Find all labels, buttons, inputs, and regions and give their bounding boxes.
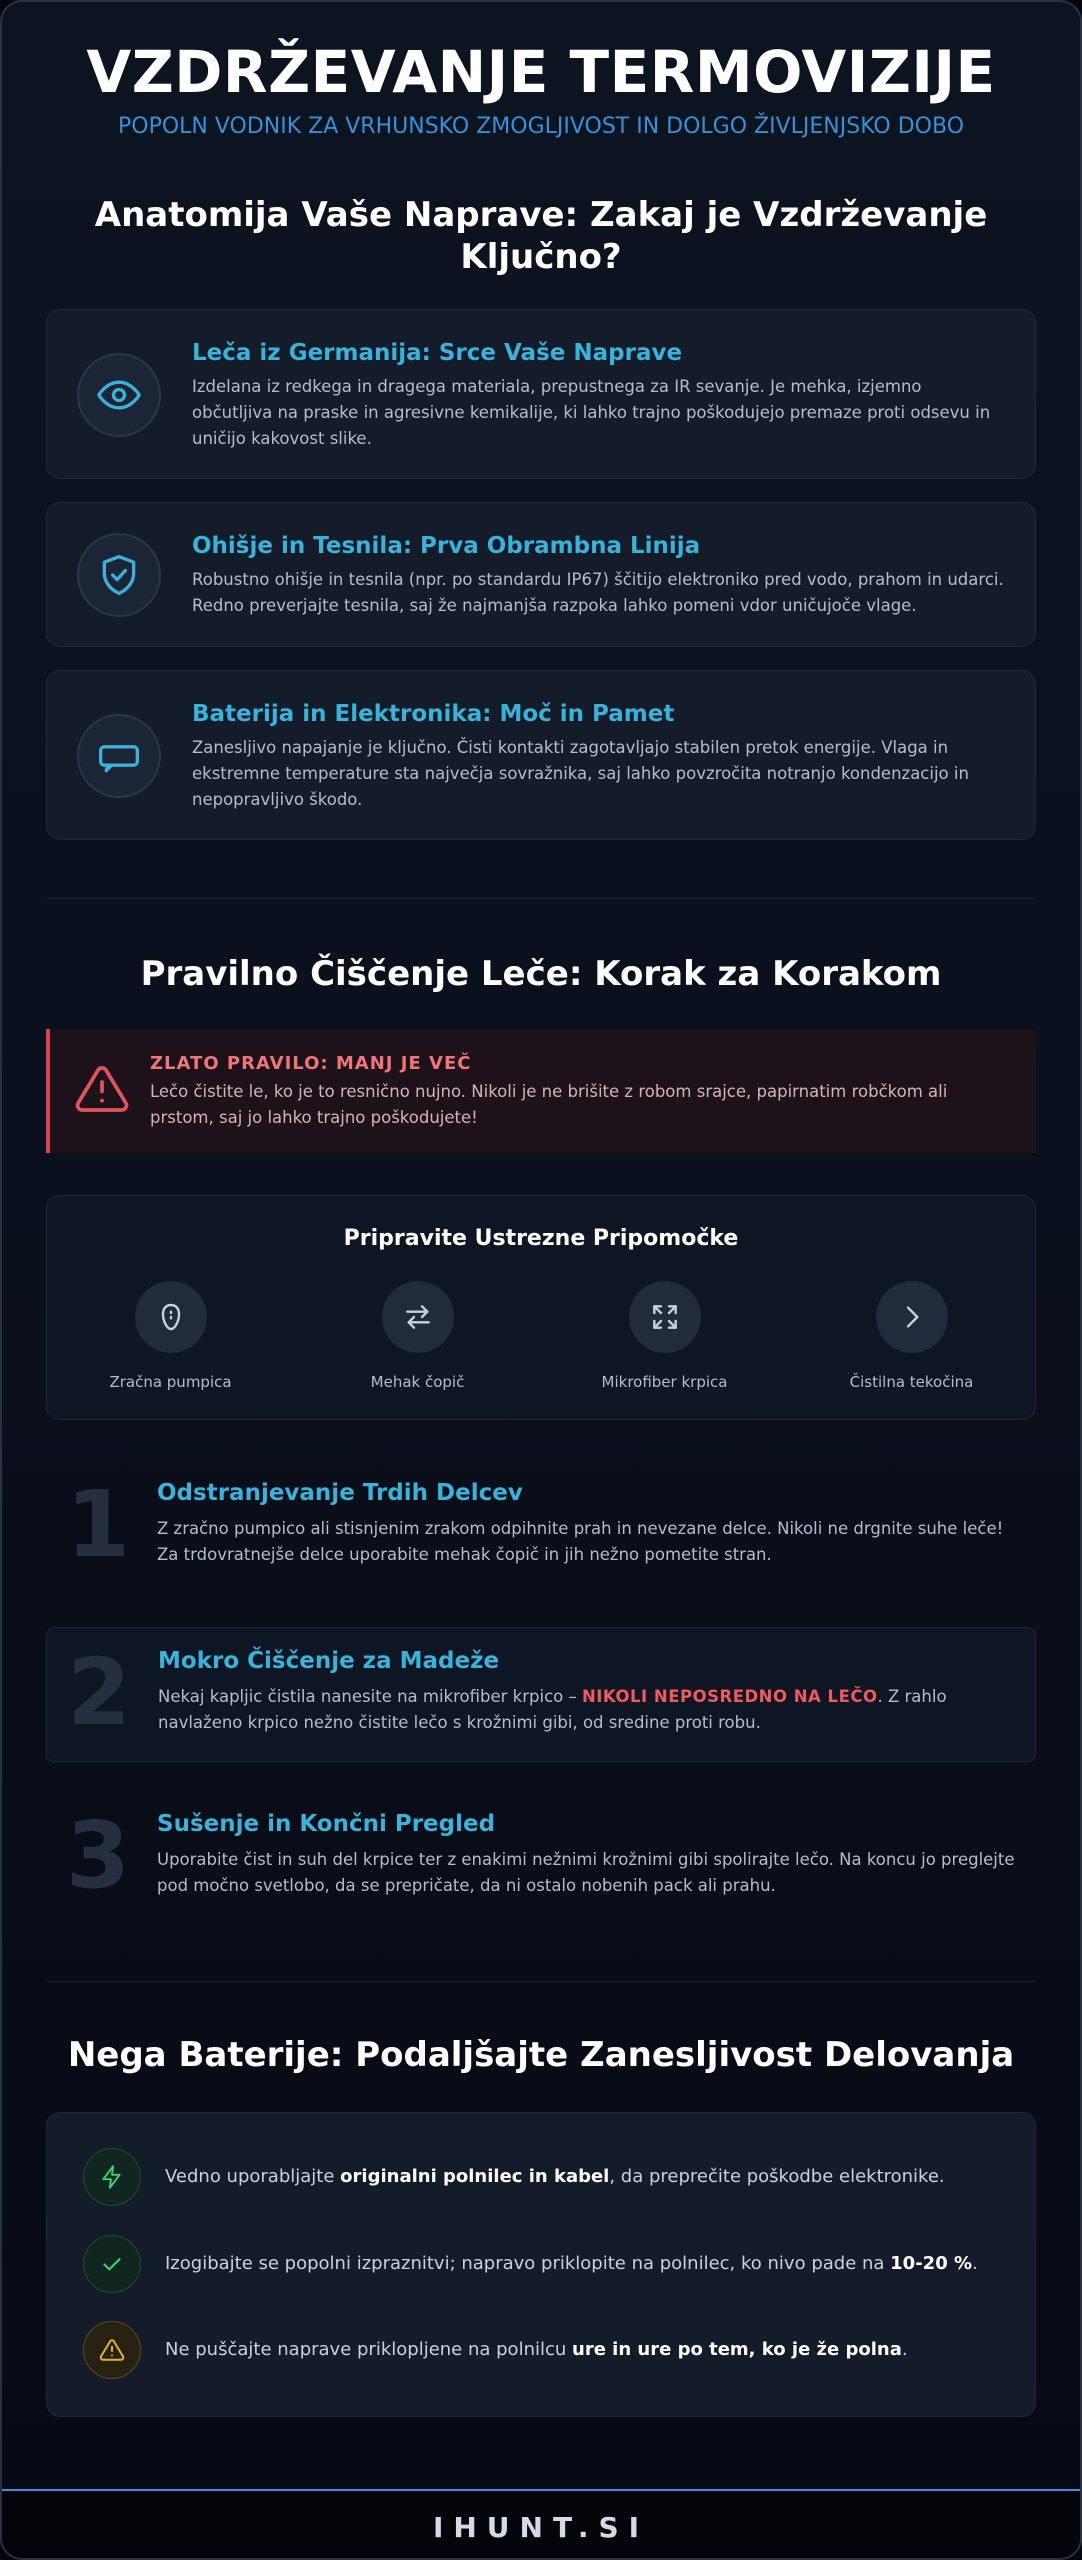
card-text: Zanesljivo napajanje je ključno. Čisti kontakti zagotavljajo stabilen pretok energije. Vlaga in ekstremne temperature sta največja sovražnika, saj lahko povzročita notranjo kondenzacijo in nepopravljivo škodo. (192, 738, 969, 809)
tool-brush (318, 1281, 518, 1391)
anatomy-heading: Anatomija Vaše Naprave: Zakaj je Vzdrževanje Ključno? (94, 195, 988, 277)
tip-text-part: . (901, 2339, 908, 2360)
air-blower-icon (135, 1281, 207, 1353)
cleaning-heading: Pravilno Čiščenje Leče: Korak za Korakom (140, 954, 942, 994)
footer-brand[interactable]: IHUNT.SI (432, 2511, 650, 2544)
step-text-part: . Z rahlo navlaženo krpico nežno čistite lečo s krožnimi gibi, od sredine proti robu. (158, 1687, 947, 1732)
footer (2, 2491, 1080, 2558)
warning-icon (83, 2321, 141, 2379)
tools-panel (46, 1195, 1036, 1420)
tools-title: Pripravite Ustrezne Pripomočke (343, 1226, 739, 1251)
brush-arrows-icon (382, 1281, 454, 1353)
bolt-icon (83, 2148, 141, 2206)
tool-label: Zračna pumpica (109, 1373, 232, 1391)
card-title: Ohišje in Tesnila: Prva Obrambna Linija (192, 533, 701, 559)
tool-label: Mehak čopič (370, 1373, 465, 1391)
golden-rule-alert (46, 1029, 1036, 1153)
tip-text-part: . (972, 2253, 978, 2274)
anatomy-card-lens (46, 309, 1036, 479)
page-title: VZDRŽEVANJE TERMOVIZIJE (86, 38, 996, 106)
step-text-part: Nekaj kapljic čistila nanesite na mikrofiber krpico – (158, 1687, 582, 1706)
alert-title: ZLATO PRAVILO: MANJ JE VEČ (150, 1053, 472, 1074)
battery-tip-text (165, 2339, 1005, 2360)
step-title: Mokro Čiščenje za Madeže (158, 1648, 500, 1674)
tip-text-bold: ure in ure po tem, ko je že polna (572, 2339, 902, 2360)
battery-icon (77, 714, 161, 798)
cleaning-step-1 (46, 1460, 1036, 1590)
tool-label: Mikrofiber krpica (601, 1373, 728, 1391)
tip-text-part: Ne puščajte naprave priklopljene na polnilcu (165, 2339, 573, 2360)
section-divider (46, 898, 1036, 899)
warning-triangle-icon (74, 1061, 130, 1117)
tool-air-blower (71, 1281, 271, 1391)
step-text: Uporabite čist in suh del krpice ter z enakimi nežnimi krožnimi gibi spolirajte lečo. Na koncu jo preglejte pod močno svetlobo, da se prepričate, da ni ostalo nobenih pack ali prahu. (157, 1850, 1015, 1895)
tip-text-bold: originalni polnilec in kabel (340, 2166, 610, 2187)
battery-heading: Nega Baterije: Podaljšajte Zanesljivost Delovanja (67, 2035, 1015, 2075)
battery-tip-text (165, 2253, 1005, 2274)
card-title: Baterija in Elektronika: Moč in Pamet (192, 701, 675, 727)
step-number: 1 (66, 1471, 131, 1578)
anatomy-card-housing (46, 502, 1036, 647)
tool-cleaning-fluid (812, 1281, 1012, 1391)
step-number: 2 (67, 1639, 132, 1746)
eye-icon (77, 353, 161, 437)
step-text: Z zračno pumpico ali stisnjenim zrakom odpihnite prah in nevezane delce. Nikoli ne drgnite suhe leče! Za trdovratnejše delce uporabite mehak čopič in jih nežno pometite stran. (157, 1519, 1004, 1564)
tool-microfiber (565, 1281, 765, 1391)
anatomy-card-battery (46, 670, 1036, 840)
card-text: Izdelana iz redkega in dragega materiala, prepustnega za IR sevanje. Je mehka, izjemno občutljiva na praske in agresivne kemikalije, ki lahko trajno poškodujejo premaze proti odsevu in uničijo kakovost slike. (192, 377, 991, 448)
battery-tip (83, 2148, 1005, 2206)
tip-text-bold: 10-20 % (890, 2253, 973, 2274)
card-title: Leča iz Germanija: Srce Vaše Naprave (192, 340, 683, 366)
shield-check-icon (77, 533, 161, 617)
tip-text-part: , da preprečite poškodbe elektronike. (609, 2166, 945, 2187)
tip-text-part: Vedno uporabljajte (165, 2166, 341, 2187)
cleaning-step-3 (46, 1791, 1036, 1926)
section-divider (46, 1981, 1036, 1982)
cloth-expand-icon (629, 1281, 701, 1353)
check-icon (83, 2235, 141, 2293)
card-text: Robustno ohišje in tesnila (npr. po standardu IP67) ščitijo elektroniko pred vodo, prahom in udarci. Redno preverjajte tesnila, saj že najmanjša razpoka lahko pomeni vdor uničujoče vlage. (192, 570, 1004, 615)
step-number: 3 (66, 1802, 131, 1909)
step-title: Odstranjevanje Trdih Delcev (157, 1480, 523, 1506)
page-subtitle: POPOLN VODNIK ZA VRHUNSKO ZMOGLJIVOST IN DOLGO ŽIVLJENJSKO DOBO (117, 114, 965, 139)
battery-tips-panel (46, 2112, 1036, 2417)
battery-tip-text (165, 2166, 1005, 2187)
step-text (158, 1684, 1015, 1736)
step-title: Sušenje in Končni Pregled (157, 1811, 496, 1837)
alert-text: Lečo čistite le, ko je to resnično nujno. Nikoli je ne brišite z robom srajce, papirnatim robčkom ali prstom, saj jo lahko trajno poškodujete! (150, 1082, 948, 1127)
step-text-highlight: NIKOLI NEPOSREDNO NA LEČO (581, 1687, 878, 1706)
tool-label: Čistilna tekočina (849, 1373, 974, 1391)
battery-tip (83, 2235, 1005, 2293)
chevron-right-icon (876, 1281, 948, 1353)
tip-text-part: Izogibajte se popolni izpraznitvi; napravo priklopite na polnilec, ko nivo pade na (165, 2253, 891, 2274)
cleaning-step-2 (46, 1627, 1036, 1762)
battery-tip (83, 2321, 1005, 2379)
